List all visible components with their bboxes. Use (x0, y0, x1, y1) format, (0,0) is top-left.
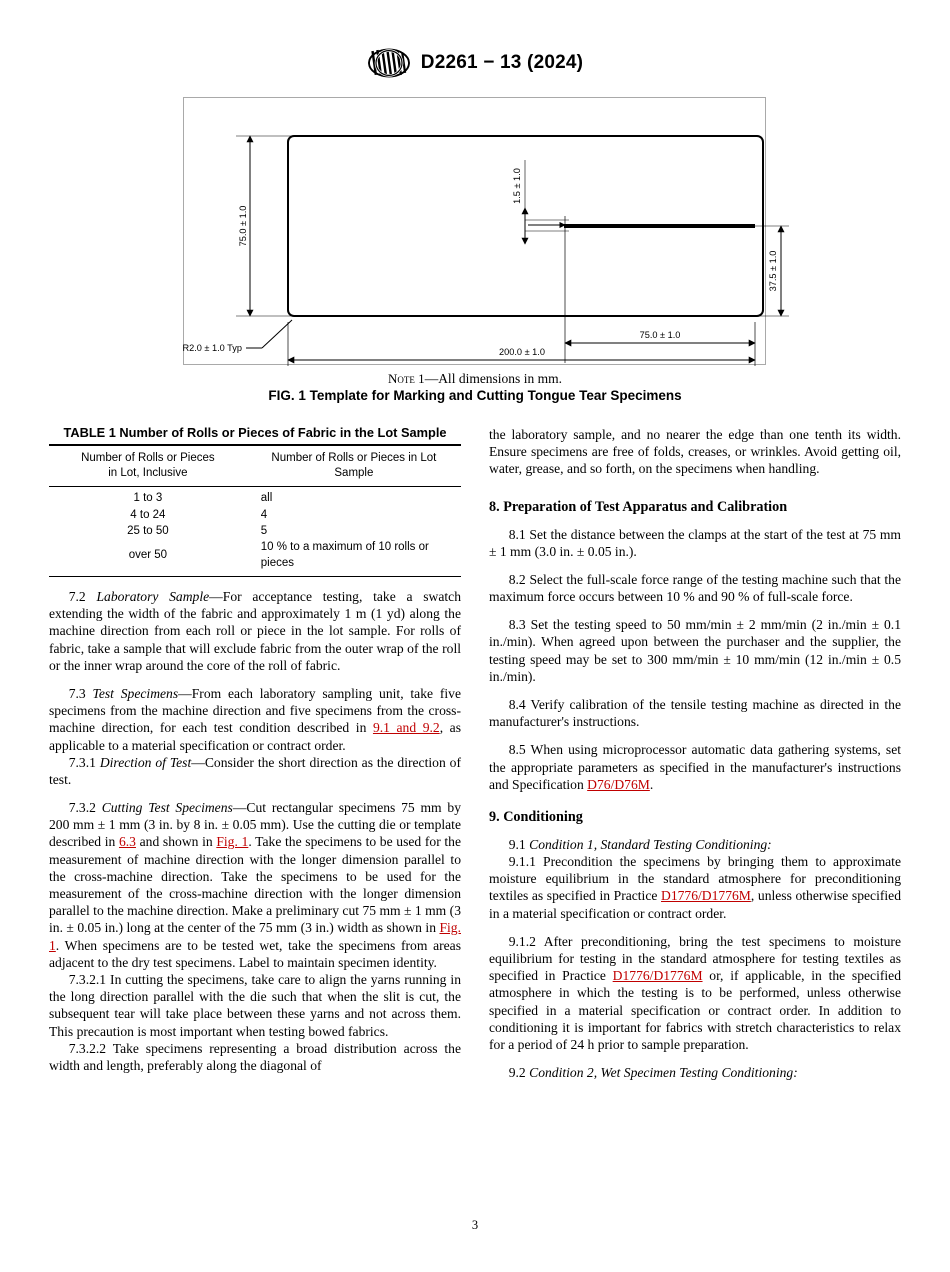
table-1-head (49, 445, 461, 487)
paragraph-continuation: the laboratory sample, and no nearer the edge than one tenth its width. Ensure specimens are free of folds, creases, or wrinkles. Avoid getting oil, water, grease, and so forth, on the specimens when handling. (489, 427, 901, 477)
paragraph-7-2 (49, 588, 461, 674)
section-title-7-2: Laboratory Sample (96, 589, 210, 604)
paragraph-9-1 (489, 836, 901, 853)
paragraph-7-3 (49, 685, 461, 754)
paragraph-8-4 (489, 696, 901, 730)
section-number-9-1-2: 9.1.2 (508, 933, 536, 949)
table-1-body (49, 487, 461, 576)
section-number-7-3: 7.3 (68, 685, 86, 701)
table-cell-range: 25 to 50 (127, 525, 169, 537)
section-body-8-1: Set the distance between the clamps at the start of the test at 75 mm ± 1 mm (3.0 in. ± 0.05 in.). (489, 526, 901, 559)
paragraph-7-3-2 (49, 799, 461, 971)
paragraph-9-1-2 (489, 933, 901, 1053)
table-row (49, 507, 461, 523)
section-number-8-2: 8.2 (508, 571, 526, 587)
figure-note-label: Note 1 (388, 371, 425, 386)
table-header-row (49, 445, 461, 487)
link-d76-d76m[interactable]: D76/D76M (587, 776, 650, 792)
section-body-7-2: —For acceptance testing, take a swatch extending the width of the fabric and approximately 1 m (1 yd) along the machine direction from each roll or piece in the lot sample. For rolls of fabric, take a sample that will exclude fabric from the outer wrap of the roll or the inner wrap around the core of the roll of fabric. (49, 589, 462, 673)
dimension-slit-width: 1.5 ± 1.0 (512, 168, 522, 204)
section-number-8-1: 8.1 (508, 526, 526, 542)
section-number-7-3-2-1: 7.3.2.1 (68, 971, 107, 987)
link-9-1-and-9-2[interactable]: 9.1 and 9.2 (372, 720, 440, 736)
dimension-slit-length: 75.0 ± 1.0 (639, 330, 681, 340)
page-title: D2261 − 13 (2024) (420, 52, 584, 73)
section-title-9-1: Condition 1, Standard Testing Conditioning: (529, 836, 772, 852)
figure-caption: FIG. 1 Template for Marking and Cutting Tongue Tear Specimens (268, 388, 682, 403)
paragraph-7-3-2-2 (49, 1040, 461, 1074)
table-1 (49, 444, 461, 577)
section-title-7-3-1: Direction of Test (99, 754, 192, 770)
figure-note (0, 371, 950, 387)
paragraph-7-3-2-1 (49, 971, 461, 1040)
table-cell-sample: 4 (260, 508, 268, 521)
table-cell-sample: 10 % to a maximum of 10 rolls or pieces (260, 541, 429, 569)
section-body-7-3-2-a: —Cut rectangular specimens 75 mm by 200 mm ± 1 mm (3 in. by 8 in. ± 0.05 mm). Use the cutting die or template described in (49, 800, 461, 850)
section-title-9-2: Condition 2, Wet Specimen Testing Conditioning: (529, 1065, 798, 1081)
section-body-7-3-2-2: Take specimens representing a broad distribution across the width and length, preferably along the diagonal of (49, 1040, 461, 1073)
section-body-8-2: Select the full-scale force range of the testing machine such that the maximum force occurs between 10 % and 90 % of full-scale force. (489, 571, 901, 605)
section-body-9-1-2-b: or, if applicable, in the specified atmosphere in which the testing is to be performed, unless otherwise specified in a material specification or contract order. In addition to conditioning it is important for fabrics with stretch characteristics to relax for a period of 24 h prior to sample preparation. (489, 968, 901, 1052)
section-body-7-3-2-1: In cutting the specimens, take care to align the yarns running in the long direction parallel with the die such that when the slit is cut, the subsequent tear will take place between these yarns and not across them. This precaution is most important when testing bowed fabrics. (49, 971, 461, 1039)
section-number-9-1-1: 9.1.1 (508, 854, 536, 870)
astm-logo (367, 48, 411, 78)
table-1-wrapper (49, 425, 461, 577)
section-body-7-3-2-c: . Take the specimens to be used for the measurement of machine direction with the longer dimension parallel to the cross-machine direction. Take the specimens to be used for the measurement of the cross-machine direction with the longer dimension parallel to the machine direction. Make a preliminary cut 75 mm ± 1 mm (3 in. ± 0.05 in.) long at the center of the 75 mm (3 in.) width as shown in (49, 834, 461, 936)
section-body-7-3-b: , as applicable to a material specification or contract order. (49, 720, 461, 753)
paragraph-8-5 (489, 741, 901, 793)
section-number-9-2: 9.2 (508, 1065, 526, 1081)
section-number-8-3: 8.3 (508, 617, 526, 633)
link-fig-1-second[interactable]: Fig. 1 (49, 920, 461, 953)
table-col-header-range (49, 445, 247, 487)
section-body-8-5-a: When using microprocessor automatic data gathering systems, set the appropriate parameters as specified in the manufacturer's instructions and Specification (489, 742, 901, 792)
table-1-title: TABLE 1 Number of Rolls or Pieces of Fabric in the Lot Sample (63, 425, 447, 440)
table-row (49, 524, 461, 540)
section-body-8-3: Set the testing speed to 50 mm/min ± 2 mm/min (2 in./min ± 0.1 in./min). When agreed upon between the purchaser and the supplier, the testing speed may be set to 300 mm/min ± 10 mm/min (12 in./min ± 0.5 in./min). (489, 617, 901, 684)
paragraph-7-3-1 (49, 754, 461, 788)
section-body-8-5-b: . (649, 776, 654, 792)
table-cell-range: 1 to 3 (133, 492, 163, 505)
link-d1776-d1776m-first[interactable]: D1776/D1776M (661, 888, 751, 904)
dimension-length-overall: 200.0 ± 1.0 (499, 347, 545, 357)
link-6-3[interactable]: 6.3 (118, 834, 136, 850)
section-number-7-3-2-2: 7.3.2.2 (68, 1040, 107, 1056)
dimension-half-height: 37.5 ± 1.0 (768, 250, 778, 292)
link-fig-1-first[interactable]: Fig. 1 (216, 834, 249, 850)
section-number-8-4: 8.4 (508, 697, 526, 713)
table-cell-sample: all (260, 492, 273, 505)
section-number-7-3-1: 7.3.1 (68, 754, 96, 770)
section-body-7-3-2-b: and shown in (135, 834, 217, 850)
heading-section-8: 8. Preparation of Test Apparatus and Calibration (489, 498, 788, 515)
table-col-header-range-line1: Number of Rolls or Pieces (81, 452, 215, 464)
paragraph-9-1-1 (489, 853, 901, 922)
table-col-header-range-line2: in Lot, Inclusive (108, 466, 188, 479)
paragraph-8-1 (489, 526, 901, 560)
table-cell-sample: 5 (260, 525, 268, 537)
paragraph-9-2 (489, 1064, 901, 1081)
table-cell-range: 4 to 24 (130, 508, 166, 521)
paragraph-8-3 (489, 616, 901, 685)
figure-note-text: —All dimensions in mm. (424, 371, 562, 386)
right-text-column (489, 426, 901, 1081)
section-number-7-3-2: 7.3.2 (68, 800, 96, 816)
figure-1-template-drawing (182, 97, 778, 365)
left-text-column (49, 588, 461, 1074)
section-body-9-1-1-b: , unless otherwise specified in a material specification or contract order. (489, 888, 901, 921)
table-row (49, 487, 461, 507)
section-title-7-3: Test Specimens (92, 685, 179, 701)
template-specimen-svg (182, 98, 778, 363)
dimension-height-overall: 75.0 ± 1.0 (238, 205, 248, 247)
page-number: 3 (471, 1218, 479, 1232)
heading-section-9: 9. Conditioning (489, 808, 583, 825)
section-body-9-1-2-a: After preconditioning, bring the test specimens to moisture equilibrium for testing in the standard atmosphere for testing textiles as specified in Practice (489, 933, 901, 984)
section-body-9-1-1-a: Precondition the specimens by bringing them to approximate moisture equilibrium in the standard atmosphere for preconditioning textiles as specified in Practice (489, 854, 901, 904)
section-body-7-3-2-d: . When specimens are to be tested wet, take the specimens from areas adjacent to the dry test specimens. Label to maintain specimen identity. (49, 937, 461, 970)
dimension-corner-radius: R2.0 ± 1.0 Typ (182, 343, 242, 353)
section-number-8-5: 8.5 (508, 742, 526, 758)
page-header (0, 48, 950, 78)
table-cell-range: over 50 (128, 548, 168, 561)
section-body-7-3-a: —From each laboratory sampling unit, take five specimens from the machine direction and five specimens from the cross-machine direction, for each test condition described in (49, 685, 461, 736)
paragraph-8-2 (489, 571, 901, 605)
section-body-7-3-1: —Consider the short direction as the direction of test. (49, 754, 461, 787)
section-title-7-3-2: Cutting Test Specimens (101, 800, 233, 816)
table-col-header-sample: Number of Rolls or Pieces in Lot Sample (271, 452, 437, 479)
table-row (49, 540, 461, 577)
section-body-8-4: Verify calibration of the tensile testing machine as directed in the manufacturer's instructions. (489, 697, 901, 730)
section-number-9-1: 9.1 (508, 836, 526, 852)
section-number-7-2: 7.2 (68, 589, 86, 604)
link-d1776-d1776m-second[interactable]: D1776/D1776M (612, 968, 703, 984)
